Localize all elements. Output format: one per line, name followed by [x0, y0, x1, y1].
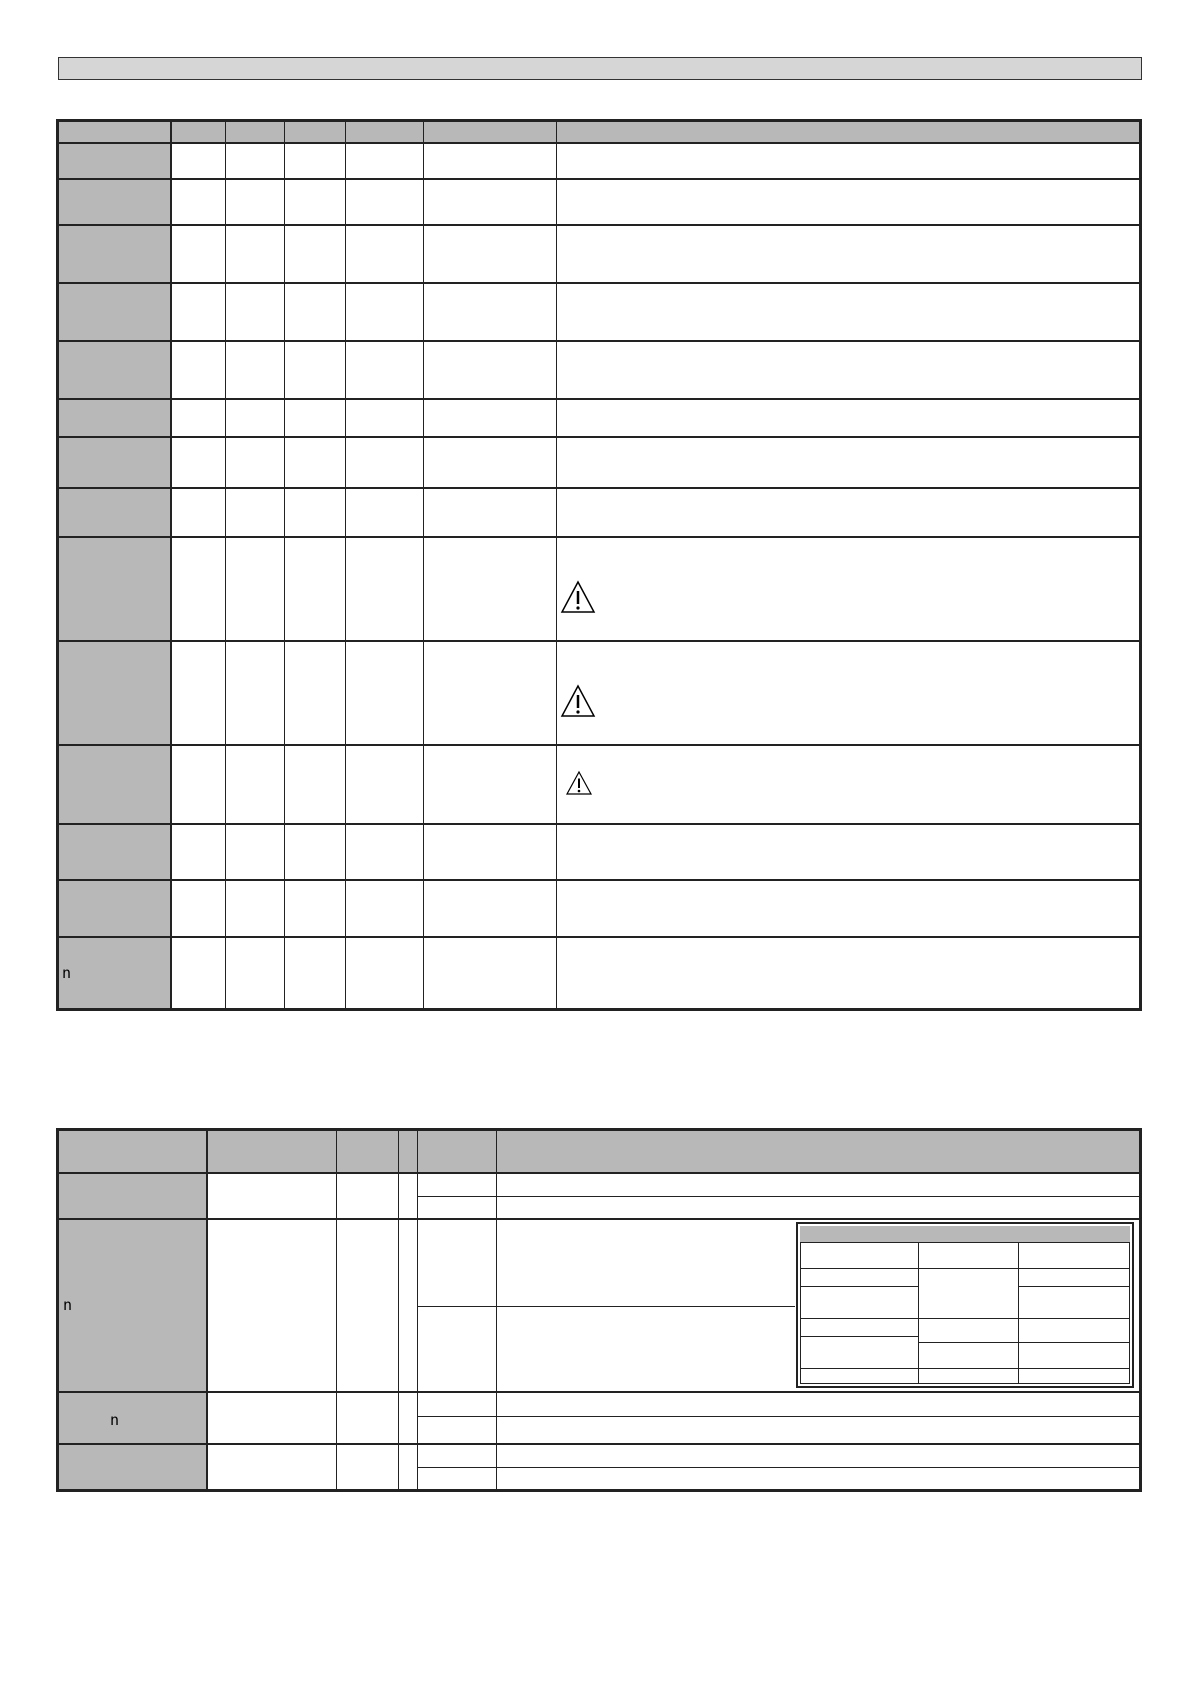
- col-divider: [225, 122, 226, 1008]
- row-symbol: n: [62, 964, 72, 982]
- row-divider: [59, 744, 1139, 746]
- sub-row-divider: [418, 1306, 795, 1307]
- row-divider: [59, 1391, 1139, 1393]
- row-divider: [59, 436, 1139, 438]
- col-divider: [206, 1131, 208, 1489]
- parameters-table-header-row: [59, 122, 1139, 143]
- row-divider: [59, 1172, 1139, 1174]
- row-divider: [59, 398, 1139, 400]
- row-divider: [59, 1443, 1139, 1445]
- row-symbol: n: [110, 1411, 120, 1429]
- row-divider: [59, 487, 1139, 489]
- col-divider: [496, 1131, 497, 1489]
- nested-row-divider: [1018, 1286, 1130, 1287]
- settings-table-header-row: [59, 1131, 1139, 1173]
- row-divider: [59, 536, 1139, 538]
- warning-icon: [560, 684, 596, 718]
- row-divider: [59, 936, 1139, 938]
- parameters-table: [56, 119, 1142, 1011]
- settings-table-label-column: [59, 1173, 207, 1489]
- row-divider: [59, 178, 1139, 180]
- row-divider: [59, 879, 1139, 881]
- sub-row-divider: [418, 1196, 1139, 1197]
- nested-row-divider: [800, 1336, 918, 1337]
- row-divider: [59, 640, 1139, 642]
- nested-row-divider: [800, 1268, 1130, 1269]
- col-divider: [336, 1131, 337, 1489]
- row-divider: [59, 282, 1139, 284]
- warning-icon: [560, 580, 596, 614]
- nested-table-body: [800, 1242, 1130, 1384]
- row-divider: [59, 823, 1139, 825]
- col-divider: [345, 122, 346, 1008]
- row-divider: [59, 1218, 1139, 1220]
- nested-row-divider: [800, 1286, 918, 1287]
- col-divider: [423, 122, 424, 1008]
- nested-row-divider: [800, 1318, 1130, 1319]
- row-symbol: n: [63, 1296, 73, 1314]
- col-divider: [556, 122, 557, 1008]
- col-divider: [284, 122, 285, 1008]
- row-divider: [59, 224, 1139, 226]
- sub-row-divider: [418, 1416, 1139, 1417]
- warning-icon: [565, 770, 593, 796]
- col-divider: [398, 1131, 399, 1489]
- section-header-bar: [58, 57, 1142, 80]
- col-divider: [417, 1131, 418, 1489]
- row-divider: [59, 340, 1139, 342]
- nested-row-divider: [918, 1342, 1130, 1343]
- nested-row-divider: [800, 1368, 1130, 1369]
- nested-col-divider: [918, 1242, 919, 1384]
- row-divider: [59, 142, 1139, 144]
- col-divider: [170, 122, 172, 1008]
- sub-row-divider: [418, 1467, 1139, 1468]
- nested-col-divider: [1018, 1242, 1019, 1384]
- nested-table-header: [800, 1226, 1130, 1242]
